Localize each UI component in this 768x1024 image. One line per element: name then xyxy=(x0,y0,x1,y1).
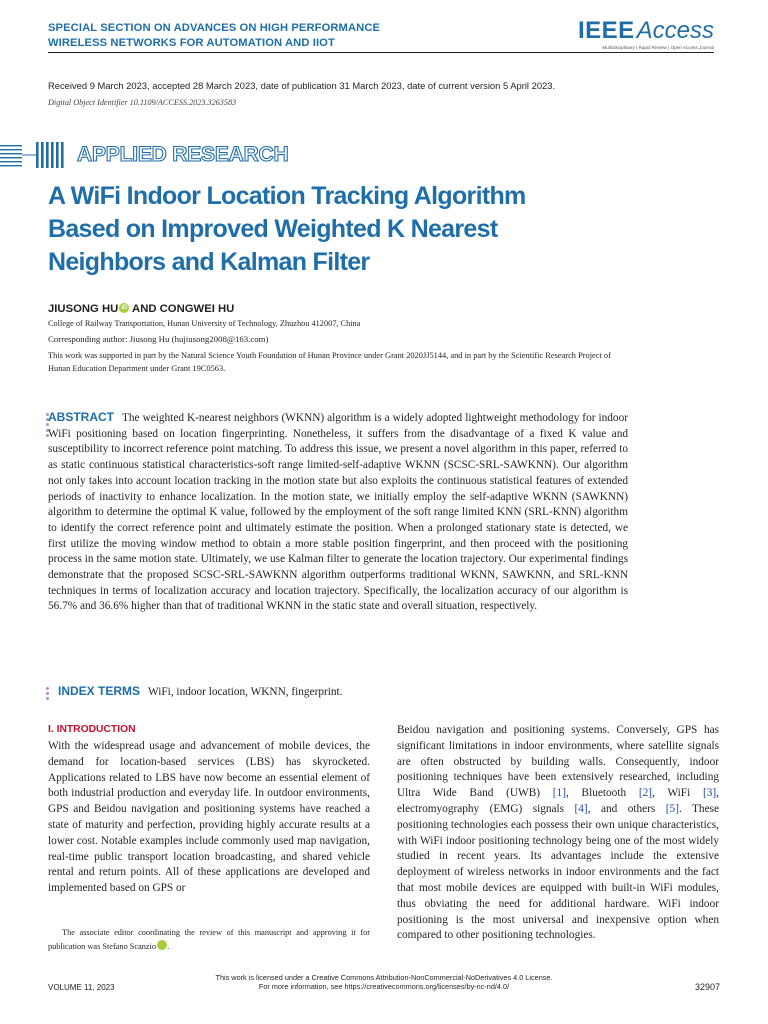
author-1: JIUSONG HU xyxy=(48,303,119,315)
footnote-end: . xyxy=(167,942,170,951)
intro-text-d: , electromyography (EMG) signals xyxy=(397,787,719,815)
license-line-1: This work is licensed under a Creative Commons Attribution-NonCommercial-NoDerivatives 4.0 License. xyxy=(215,973,553,982)
page-number: 32907 xyxy=(694,982,720,992)
logo-tagline: Multidisciplinary | Rapid Review | Open Access Journal xyxy=(602,45,714,50)
citation-link-4[interactable]: [4] xyxy=(574,802,588,815)
index-terms-text: WiFi, indoor location, WKNN, fingerprint. xyxy=(148,686,343,698)
editor-orcid-icon[interactable]: iD xyxy=(157,940,167,950)
introduction-heading: I. INTRODUCTION xyxy=(48,724,136,735)
citation-link-5[interactable]: [5] xyxy=(665,802,679,815)
intro-left-column: With the widespread usage and advancement of mobile devices, the demand for location-based services (LBS) has skyrocketed. Applications related to LBS have now become an essential element of both industrial production and everyday life. In outdoor environments, GPS and Beidou navigation and positioning systems have reached a state of maturity and perfection, providing highly accurate results at a lower cost. Notable examples include commonly used map navigation, real-time public transport location broadcasting, and shared vehicle rental and return points. All of these applications are developed and implemented based on GPS or xyxy=(48,740,370,895)
title-line-1: A WiFi Indoor Location Tracking Algorithm xyxy=(48,182,526,210)
editor-footnote xyxy=(48,926,370,954)
special-section-header xyxy=(48,21,468,50)
intro-text-a: Beidou navigation and positioning systems. Conversely, GPS has significant limitations in indoor environments, where satellite signals are often obstructed by building walls. Consequently, indoor positioning techniques have been extensively researched, including Ultra Wide Band (UWB) xyxy=(397,724,719,800)
title-line-2: Based on Improved Weighted K Nearest xyxy=(48,215,498,243)
logo-ieee: IEEE xyxy=(577,17,635,44)
section-line-2: WIRELESS NETWORKS FOR AUTOMATION AND IIOT xyxy=(48,36,335,49)
index-terms xyxy=(58,684,343,701)
volume-label: VOLUME 11, 2023 xyxy=(48,983,115,992)
intro-text-c: , WiFi xyxy=(652,787,703,800)
article-type-badge xyxy=(0,140,289,170)
header-rule xyxy=(48,52,714,53)
journal-logo xyxy=(578,18,714,50)
index-terms-dots-icon xyxy=(46,687,52,703)
intro-text-e: , and others xyxy=(587,802,666,815)
intro-right-column xyxy=(397,723,719,944)
abstract-label: ABSTRACT xyxy=(48,410,114,424)
logo-access: Access xyxy=(636,17,714,44)
abstract-text: The weighted K-nearest neighbors (WKNN) algorithm is a widely adopted lightweight methodology for indoor WiFi positioning based on location fingerprinting. Nonetheless, it suffers from the disadvantage of a fixed K value and susceptibility to incorrect reference point matching. To address this issue, we present a novel algorithm in this paper, referred to as static continuous statistical characteristics-soft range limited-self-adaptive WKNN (SCSC-SRL-SAWKNN). Our algorithm not only takes into account location tracking in the motion state but also exploits the continuous statistical features of extended periods of inactivity to enhance localization. In the motion state, we initially employ the self-adaptive WKNN (SAWKNN) algorithm to determine the optimal K value, followed by the employment of the soft range limited KNN (SRL-KNN) algorithm to identify the correct reference point and ultimately estimate the position. When a prolonged stationary state is detected, we first utilize the moving window method to obtain a more stable position fingerprint, and then proceed with the positioning process in the same motion state. Ultimately, we use Kalman filter to generate the location trajectory. Our experimental findings demonstrate that the proposed SCSC-SRL-SAWKNN algorithm outperforms traditional WKNN, SAWKNN, and SRL-KNN techniques in terms of localization accuracy and location trajectory. Specifically, the localization accuracy of our algorithm is 56.7% and 36.6% higher than that of traditional WKNN in the static state and overall situation, respectively. xyxy=(48,412,628,613)
abstract xyxy=(48,410,628,615)
funding-statement: This work was supported in part by the Natural Science Youth Foundation of Hunan Province under Grant 2020JJ5144, and in part by the Scientific Research Project of Hunan Education Department under Grant 19C0563. xyxy=(48,351,611,373)
section-line-1: SPECIAL SECTION ON ADVANCES ON HIGH PERFORMANCE xyxy=(48,22,381,34)
author-list xyxy=(48,303,234,315)
paper-title xyxy=(48,180,608,279)
license-notice xyxy=(0,973,768,992)
affiliation: College of Railway Transportation, Hunan University of Technology, Zhuzhou 412007, China xyxy=(48,319,361,328)
footnote-text: The associate editor coordinating the review of this manuscript and approving it for publication was Stefano Scanzio xyxy=(48,928,370,951)
author-2: AND CONGWEI HU xyxy=(129,303,235,315)
citation-link-3[interactable]: [3] xyxy=(702,787,717,800)
intro-text-b: , Bluetooth xyxy=(565,787,639,800)
corresponding-author: Corresponding author: Jiusong Hu (hujiusong2008@163.com) xyxy=(48,334,269,344)
title-line-3: Neighbors and Kalman Filter xyxy=(48,248,370,276)
orcid-icon[interactable]: iD xyxy=(121,305,128,311)
citation-link-1[interactable]: [1] xyxy=(552,787,566,800)
index-terms-label: INDEX TERMS xyxy=(58,684,141,698)
citation-link-2[interactable]: [2] xyxy=(638,787,653,800)
doi: Digital Object Identifier 10.1109/ACCESS.2023.3263583 xyxy=(48,98,237,107)
publication-dates: Received 9 March 2023, accepted 28 March 2023, date of publication 31 March 2023, date of current version 5 April 2023. xyxy=(48,80,556,91)
badge-label: APPLIED RESEARCH xyxy=(77,143,289,166)
intro-text-f: . These positioning technologies each possess their own unique characteristics, with WiFi indoor positioning technology being one of the most widely studied in recent years. Its advantages include the extensive deployment of wireless networks in indoor environments and the fact that most mobile devices are equipped with built-in WiFi modules, thus obviating the need for additional hardware. WiFi indoor positioning is the most universal and inexpensive option when compared to other positioning technologies. xyxy=(397,802,720,942)
badge-stripes-icon xyxy=(0,140,64,170)
license-line-2[interactable]: For more information, see https://creativecommons.org/licenses/by-nc-nd/4.0/ xyxy=(258,982,510,992)
